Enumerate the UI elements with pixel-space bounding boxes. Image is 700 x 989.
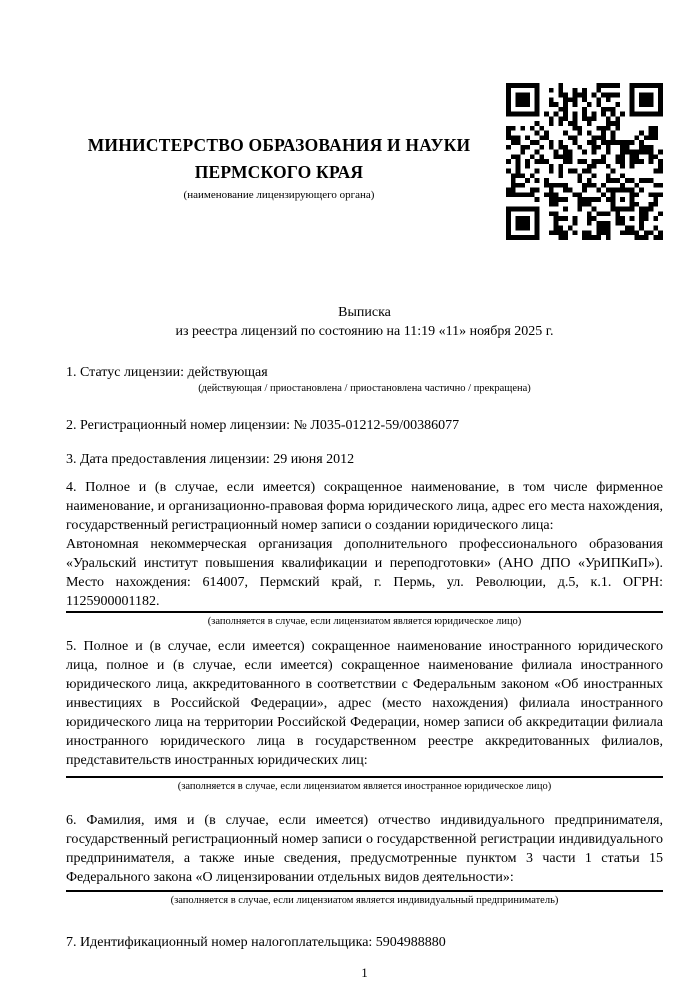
license-status-caption: (действующая / приостановлена / приостановлена частично / прекращена) [198, 383, 531, 394]
legal-entity-label: 4. Полное и (в случае, если имеется) сокращенное наименование, в том числе фирменное наименование, и организационно-правовая форма юридического лица, адрес его места нахождения, государственный регистрационный номер записи о создании юридического лица: [66, 480, 663, 533]
individual-entrepreneur-blank-value-line [66, 887, 663, 892]
grant-date-text: 3. Дата предоставления лицензии: 29 июня 2012 [66, 452, 355, 467]
section-foreign-entity [66, 637, 663, 794]
license-status-text: 1. Статус лицензии: действующая [66, 365, 268, 380]
legal-entity-caption: (заполняется в случае, если лицензиатом является юридическое лицо) [207, 616, 522, 627]
document-title-line1: Выписка [338, 305, 391, 320]
legal-entity-value: Автономная некоммерческая организация дополнительного профессионального образования «Уральский институт повышения квалификации и переподготовки» (АНО ДПО «УрИПКиП»). Место нахождения: 614007, Пермский край, г. Пермь, ул. Революции, д.5, к.1. ОГРН: 1125900001182. [66, 535, 663, 613]
foreign-entity-label: 5. Полное и (в случае, если имеется) сокращенное наименование иностранного юридического лица, полное и (в случае, если имеется) сокращенное наименование филиала иностранного юридического лица, аккредитованного в соответствии с Федеральным законом «Об иностранных инвестициях в Российской Федерации», адрес (место нахождения) филиала иностранного юридического лица на территории Российской Федерации, номер записи об аккредитации филиала иностранного юридического лица в государственном реестре аккредитованных филиалов, представительств иностранных юридических лиц: [66, 639, 663, 768]
ministry-name-line2: ПЕРМСКОГО КРАЯ [194, 162, 364, 182]
section-license-status [66, 363, 663, 396]
section-legal-entity [66, 478, 663, 629]
foreign-entity-blank-value-line [66, 770, 663, 778]
section-individual-entrepreneur [66, 811, 663, 908]
individual-entrepreneur-label: 6. Фамилия, имя и (в случае, если имеется) отчество индивидуального предпринимателя, государственный регистрационный номер записи о государственной регистрации индивидуального предпринимателя, а также иные сведения, предусмотренные пунктом 3 части 1 статьи 15 Федерального закона «О лицензировании отдельных видов деятельности»: [66, 813, 663, 885]
registration-number-text: 2. Регистрационный номер лицензии: № Л035-01212-59/00386077 [66, 418, 460, 433]
taxpayer-inn-text: 7. Идентификационный номер налогоплательщика: 5904988880 [66, 935, 446, 950]
licensing-authority-block [66, 132, 506, 202]
individual-entrepreneur-caption: (заполняется в случае, если лицензиатом является индивидуальный предприниматель) [170, 895, 559, 906]
document-title [66, 303, 663, 341]
document-title-line2: из реестра лицензий по состоянию на 11:19 «11» ноября 2025 г. [175, 324, 554, 339]
ministry-name-line1: МИНИСТЕРСТВО ОБРАЗОВАНИЯ И НАУКИ [87, 135, 471, 155]
foreign-entity-caption: (заполняется в случае, если лицензиатом является иностранное юридическое лицо) [177, 781, 552, 792]
qr-code-icon [506, 83, 663, 240]
page-number: 1 [361, 965, 368, 980]
document-header [66, 83, 663, 241]
ministry-caption: (наименование лицензирующего органа) [183, 189, 375, 201]
